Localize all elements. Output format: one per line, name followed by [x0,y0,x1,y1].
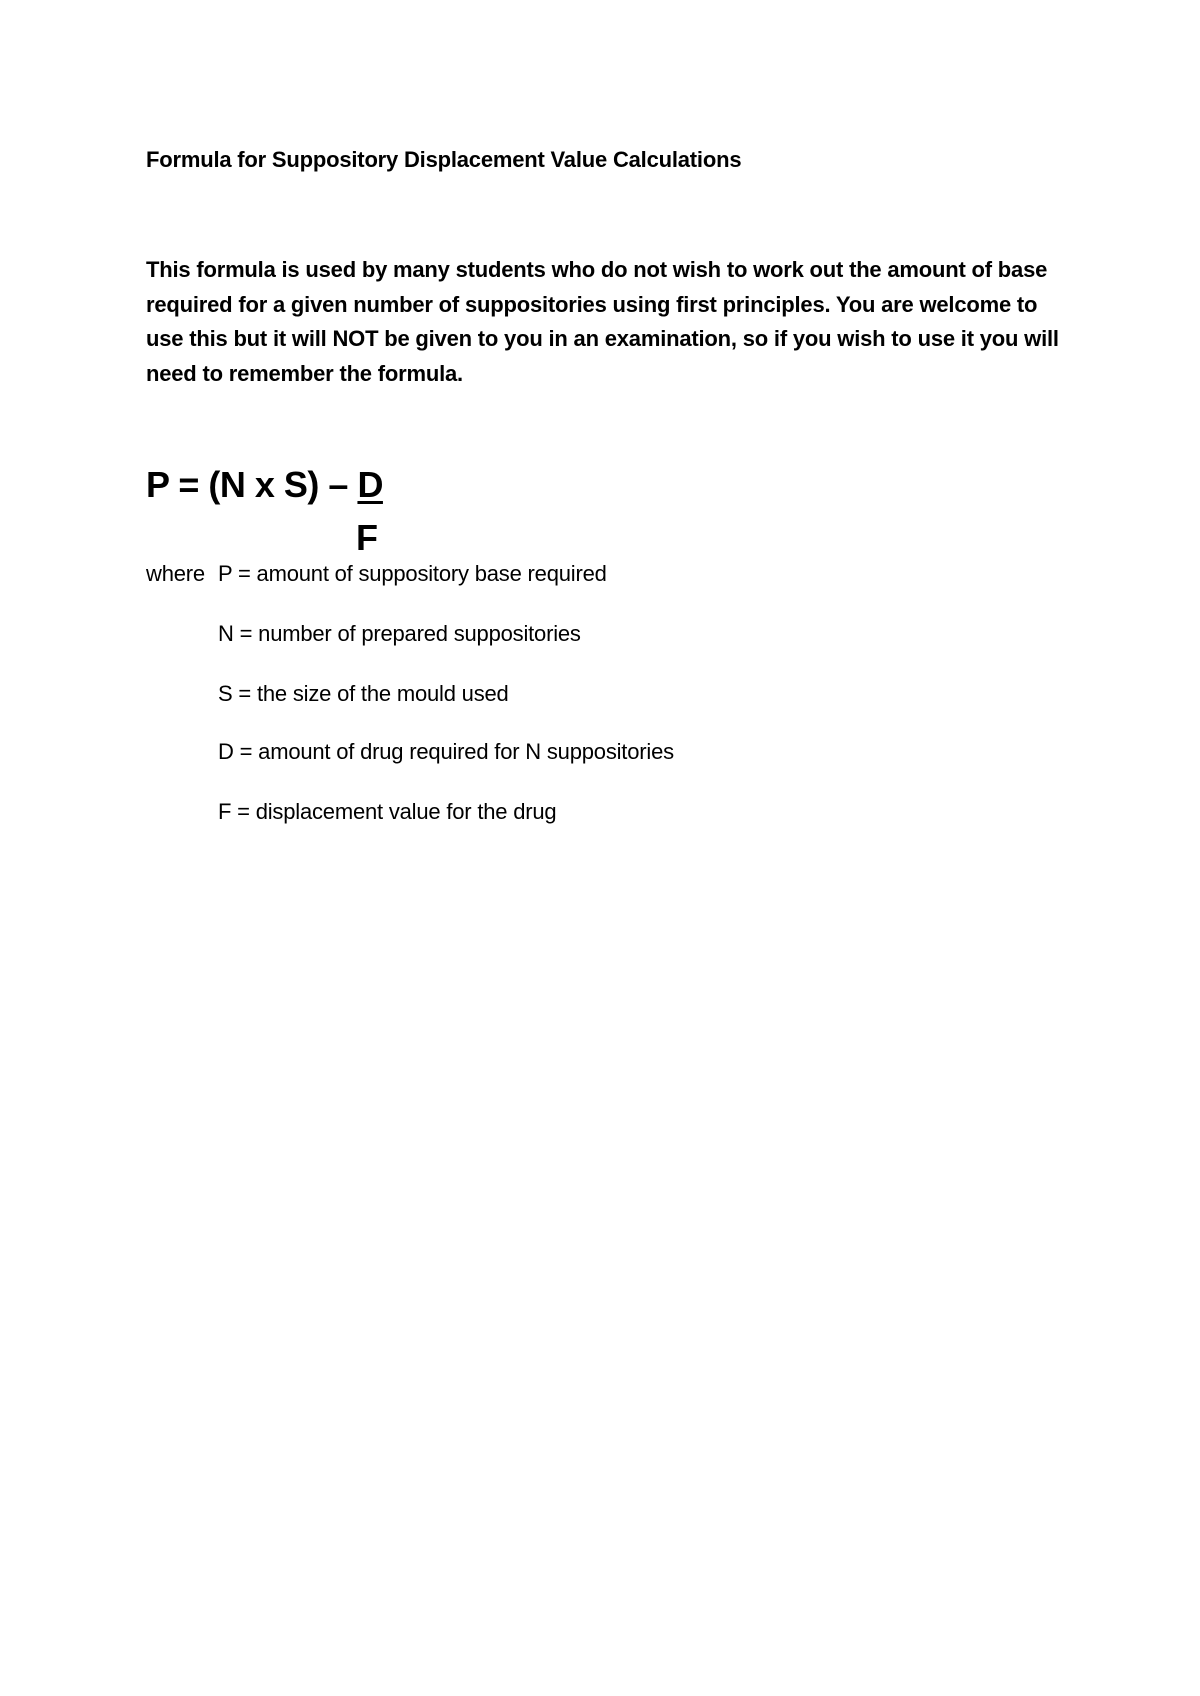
definition-d: D = amount of drug required for N suppositories [218,739,674,764]
definition-n: N = number of prepared suppositories [218,621,581,646]
formula-denominator: F [356,517,378,558]
intro-line-4: need to remember the formula. [146,360,463,386]
intro-line-3: use this but it will NOT be given to you in an examination, so if you wish to use it you will [146,326,1059,351]
displacement-formula [146,464,383,506]
intro-paragraph [146,253,1066,391]
where-label: where [146,561,205,586]
intro-line-2: required for a given number of suppositories using first principles. You are welcome to [146,291,1038,317]
document-title: Formula for Suppository Displacement Value Calculations [146,147,742,172]
intro-line-1: This formula is used by many students who do not wish to work out the amount of base [146,257,1048,282]
definition-s: S = the size of the mould used [218,681,509,706]
formula-numerator: D [357,464,383,505]
definition-f: F = displacement value for the drug [218,799,557,824]
definition-p: P = amount of suppository base required [218,561,607,586]
formula-lhs: P = (N x S) – [146,464,358,505]
